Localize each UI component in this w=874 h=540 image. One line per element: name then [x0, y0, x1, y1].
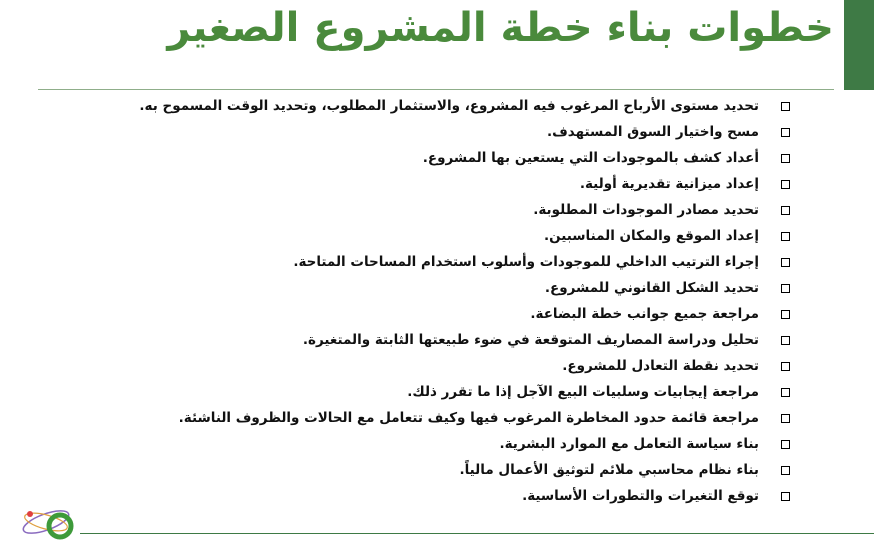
- checkbox-square-icon: [781, 336, 790, 345]
- list-item: [139, 301, 790, 327]
- list-item: [139, 431, 790, 457]
- list-item-text: تحديد نقطة التعادل للمشروع.: [562, 358, 759, 374]
- checkbox-square-icon: [781, 206, 790, 215]
- list-item-text: تحديد الشكل القانوني للمشروع.: [544, 280, 759, 296]
- checkbox-square-icon: [781, 232, 790, 241]
- list-item-text: إجراء الترتيب الداخلي للموجودات وأسلوب استخدام المساحات المتاحة.: [293, 254, 759, 270]
- list-item-text: مراجعة إيجابيات وسلبيات البيع الآجل إذا ما تقرر ذلك.: [407, 384, 759, 400]
- list-item-text: إعداد الموقع والمكان المناسبين.: [543, 228, 759, 244]
- checkbox-square-icon: [781, 154, 790, 163]
- list-item-text: مراجعة جميع جوانب خطة البضاعة.: [530, 306, 759, 322]
- checkbox-square-icon: [781, 492, 790, 501]
- list-item-text: تحديد مستوى الأرباح المرغوب فيه المشروع، والاستثمار المطلوب، وتحديد الوقت المسموح به.: [139, 98, 759, 114]
- list-item-text: بناء نظام محاسبي ملائم لتوثيق الأعمال مالياً.: [459, 462, 759, 478]
- list-item: [139, 483, 790, 509]
- list-item: [139, 327, 790, 353]
- list-item: [139, 379, 790, 405]
- list-item: [139, 93, 790, 119]
- steps-list: [139, 93, 790, 509]
- list-item-text: مراجعة قائمة حدود المخاطرة المرغوب فيها وكيف تتعامل مع الحالات والظروف الناشئة.: [178, 410, 759, 426]
- logo-icon: [16, 500, 86, 540]
- list-item: [139, 197, 790, 223]
- list-item: [139, 145, 790, 171]
- slide-title: خطوات بناء خطة المشروع الصغير: [167, 5, 834, 51]
- checkbox-square-icon: [781, 180, 790, 189]
- title-divider: [38, 89, 834, 90]
- accent-block: [844, 0, 874, 90]
- list-item-text: تحديد مصادر الموجودات المطلوبة.: [533, 202, 759, 218]
- list-item: [139, 353, 790, 379]
- list-item: [139, 457, 790, 483]
- checkbox-square-icon: [781, 414, 790, 423]
- list-item-text: أعداد كشف بالموجودات التي يستعين بها المشروع.: [422, 150, 759, 166]
- list-item-text: بناء سياسة التعامل مع الموارد البشرية.: [499, 436, 759, 452]
- list-item: [139, 249, 790, 275]
- list-item-text: توقع التغيرات والتطورات الأساسية.: [522, 488, 759, 504]
- list-item: [139, 171, 790, 197]
- list-item: [139, 119, 790, 145]
- checkbox-square-icon: [781, 128, 790, 137]
- list-item: [139, 275, 790, 301]
- checkbox-square-icon: [781, 466, 790, 475]
- checkbox-square-icon: [781, 388, 790, 397]
- checkbox-square-icon: [781, 258, 790, 267]
- list-item: [139, 223, 790, 249]
- checkbox-square-icon: [781, 102, 790, 111]
- checkbox-square-icon: [781, 440, 790, 449]
- checkbox-square-icon: [781, 362, 790, 371]
- bottom-divider: [80, 533, 874, 534]
- list-item-text: تحليل ودراسة المصاريف المتوقعة في ضوء طبيعتها الثابتة والمتغيرة.: [302, 332, 759, 348]
- list-item: [139, 405, 790, 431]
- list-item-text: إعداد ميزانية تقديرية أولية.: [579, 176, 759, 192]
- list-item-text: مسح واختيار السوق المستهدف.: [546, 124, 759, 140]
- checkbox-square-icon: [781, 310, 790, 319]
- checkbox-square-icon: [781, 284, 790, 293]
